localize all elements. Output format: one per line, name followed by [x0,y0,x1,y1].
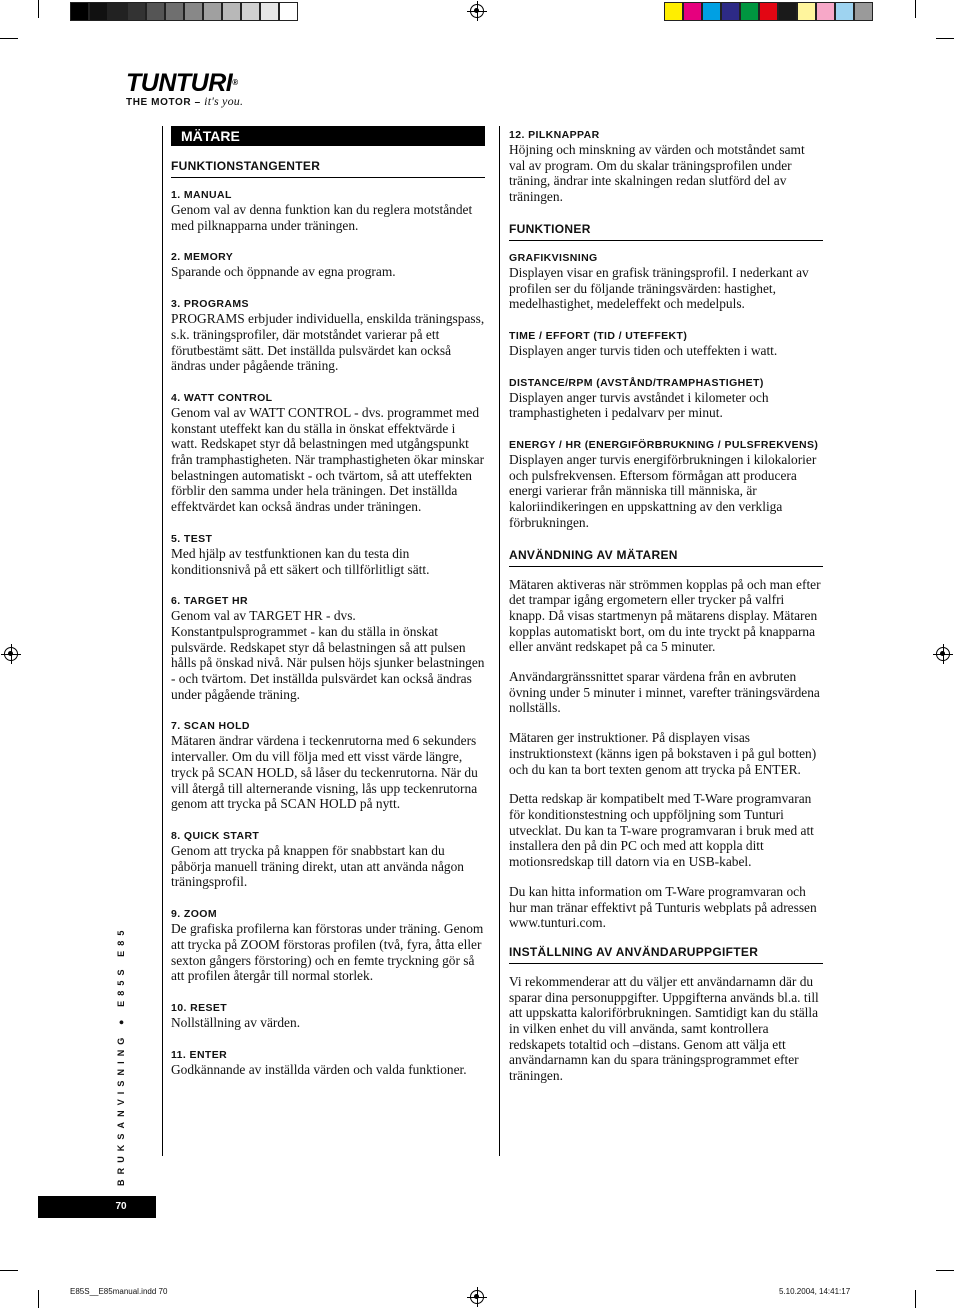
color-swatch [184,2,203,21]
item-title: 1. MANUAL [171,189,232,201]
color-swatch [759,2,778,21]
heading-anvandning: ANVÄNDNING AV MÄTAREN [509,548,823,567]
logo-brand: TUNTURI [126,69,233,97]
item-title: GRAFIKVISNING [509,251,598,264]
color-swatch [740,2,759,21]
color-swatch [835,2,854,21]
column-rule [162,126,163,1156]
function-list [509,251,823,531]
color-swatch [165,2,184,21]
item-text: Godkännande av inställda värden och valda funktioner. [171,1061,467,1077]
item-title: 3. PROGRAMS [171,298,249,311]
gray-calibration-bar [70,2,298,21]
item-text: PROGRAMS erbjuder individuella, enskilda träningspass, s.k. träningsprofiler, där motståndet varierar på ett förutbestämt sätt. Det inställda pulsvärdet kan också ändras under pågående träning. [171,311,485,374]
heading-funktioner: FUNKTIONER [509,222,823,241]
footer-date: 5.10.2004, 14:41:17 [779,1287,851,1296]
crop-mark [38,1290,39,1308]
crop-mark [0,1270,18,1271]
color-swatch [816,2,835,21]
item-text: Mätaren ändrar värdena i teckenrutorna med 6 sekunders intervaller. Om du vill följa med ett visst värde längre, tryck på SCAN HOLD, så låser du teckenrutorna. När du vill återgå till alternerande visning, lås upp teckenrutorna genom att trycka på SCAN HOLD på nytt. [171,733,478,812]
page-number: 70 [38,1196,156,1218]
item-title: 10. RESET [171,1001,228,1014]
usage-paragraph: Mätaren ger instruktioner. På displayen visas instruktionstext (känns igen på bokstaven i på gul botten) och du kan ta bort texten genom att trycka på ENTER. [509,730,817,777]
side-label: BRUKSANVISNING ● E85S E85 [116,925,126,1186]
color-swatch [222,2,241,21]
tunturi-logo [126,70,286,109]
item-text: Genom val av denna funktion kan du reglera motståndet med pilknapparna under träningen. [171,202,473,233]
color-swatch [241,2,260,21]
color-swatch [797,2,816,21]
item-title: ENERGY / HR (ENERGIFÖRBRUKNING / PULSFREKVENS) [509,439,819,452]
logo-registered: ® [232,78,238,87]
heading-funktionstangenter: FUNKTIONSTANGENTER [171,159,485,178]
registration-mark-icon [470,1290,484,1304]
item-text: Displayen anger turvis energiförbrukningen i kilokalorier och pulsfrekvensen. Eftersom förmågan att producera energi varierar från människa till människa, är kaloriindikeringen en uppskattning av den verkliga förbrukningen. [509,452,817,530]
color-swatch [89,2,108,21]
item-text: Displayen anger turvis tiden och uteffekten i watt. [509,342,778,358]
item-title: TIME / EFFORT (TID / UTEFFEKT) [509,329,688,342]
key-function-list [171,188,485,1077]
heading-installning: INSTÄLLNING AV ANVÄNDARUPPGIFTER [509,945,823,964]
column-rule [499,126,500,1156]
item-title: 12. PILKNAPPAR [509,129,600,141]
item-text: De grafiska profilerna kan förstoras under träning. Genom att trycka på ZOOM förstoras profilen (två, fyra, åtta eller sexton gångers förstoring) och en femte tryckning gör så att profilen återgår till normal storlek. [171,921,484,984]
item-title: 8. QUICK START [171,829,260,842]
color-swatch [108,2,127,21]
crop-mark [38,0,39,18]
item-title: DISTANCE/RPM (AVSTÅND/TRAMPHASTIGHET) [509,376,764,389]
section-title: MÄTARE [171,126,485,146]
logo-tagline-italic: it's you. [204,94,244,108]
color-swatch [70,2,89,21]
settings-text: Vi rekommenderar att du väljer ett användarnamn där du sparar dina personuppgifter. Uppgifterna används bl.a. till att uppskatta kaloriförbrukningen. Samtidigt kan du ställa in vilken enhet du vill använda, samt kontrollera redskapets totaltid och –distans. Genom att välja ett användarnamn kan du spara träningsprogrammet efter träningen. [509,973,819,1084]
color-swatch [702,2,721,21]
usage-paragraph: Detta redskap är kompatibelt med T-Ware programvaran för konditionstestning och uppföljning som Tunturi utvecklat. Du kan ta T-ware programvaran i bruk med att installera den på din PC och med att koppla ditt motionsredskap till datorn via en USB-kabel. [509,791,814,870]
item-text: Höjning och minskning av värden och motståndet samt val av program. Om du skalar träningsprofilen under träning, ändrar inte skalningen redan slutförd del av träningen. [509,142,805,205]
right-column [509,128,823,1101]
color-swatch [778,2,797,21]
color-swatch [203,2,222,21]
footer-file: E85S__E85manual.indd 70 [70,1287,168,1296]
color-calibration-bar [664,2,873,21]
color-swatch [127,2,146,21]
item-title: 9. ZOOM [171,908,217,921]
crop-mark [936,1270,954,1271]
item-text: Displayen visar en grafisk träningsprofil. I nederkant av profilen ser du följande träningsvärden: hastighet, medelhastighet, medeleffekt och medelpuls. [509,264,809,312]
item-title: 11. ENTER [171,1048,228,1061]
usage-paragraphs [509,577,823,931]
item-title: 5. TEST [171,532,213,545]
item-title: 2. MEMORY [171,251,234,264]
left-column [171,126,485,1094]
item-text: Nollställning av värden. [171,1014,301,1030]
logo-tagline: THE MOTOR – [126,97,201,108]
usage-paragraph: Mätaren aktiveras när strömmen kopplas på och man efter det trampar igång ergometern eller trycker på valfri knapp. Då visas startmenyn på mätarens display. Mätaren kopplas automatiskt bort, om du inte tryckt på knapparna eller använt redskapet på ca 5 minuter. [509,576,821,655]
usage-paragraph: Användargränssnittet sparar värdena från en avbruten övning under 5 minuter i minnet, varefter träningsvärdena nollställs. [509,669,820,716]
item-text: Med hjälp av testfunktionen kan du testa din konditionsnivå på ett säkert och tillförlitligt sätt. [171,545,430,577]
color-swatch [146,2,165,21]
crop-mark [915,1290,916,1308]
registration-mark-icon [4,647,18,661]
color-swatch [279,2,298,21]
usage-paragraph: Du kan hitta information om T-Ware programvaran och hur man tränar effektivt på Tunturis webplats på adressen www.tunturi.com. [509,883,817,931]
item-text: Genom val av WATT CONTROL - dvs. programmet med konstant uteffekt kan du ställa in önskat effektvärde i watt. Redskapet styr då belastningen med utgångspunkt från tramphastigheten. När tramphastigheten ökar minskar belastningen automatiskt - och tvärtom, så att uteffekten förblir den samma under hela träningen. Det inställda effektvärdet kan också ändras under träningen. [171,404,485,515]
color-swatch [854,2,873,21]
item-text: Displayen anger turvis avståndet i kilometer och tramphastigheten i pedalvarv per minut. [509,389,769,421]
color-swatch [664,2,683,21]
color-swatch [260,2,279,21]
item-text: Sparande och öppnande av egna program. [171,264,396,280]
color-swatch [683,2,702,21]
item-title: 4. WATT CONTROL [171,391,273,404]
item-title: 6. TARGET HR [171,595,248,608]
crop-mark [0,38,18,39]
crop-mark [936,38,954,39]
registration-mark-icon [470,4,484,18]
crop-mark [915,0,916,18]
item-title: 7. SCAN HOLD [171,720,250,733]
color-swatch [721,2,740,21]
registration-mark-icon [936,647,950,661]
item-text: Genom att trycka på knappen för snabbstart kan du påbörja manuell träning direkt, utan att använda någon träningsprofil. [171,842,465,890]
item-text: Genom val av TARGET HR - dvs. Konstantpulsprogrammet - kan du ställa in önskat pulsvärde. Redskapet styr då belastningen så att pulsen hålls på önskad nivå. När pulsen höjs sjunker belastningen - och tvärtom. Det inställda pulsvärdet kan också ändras under pågående träning. [171,608,485,702]
